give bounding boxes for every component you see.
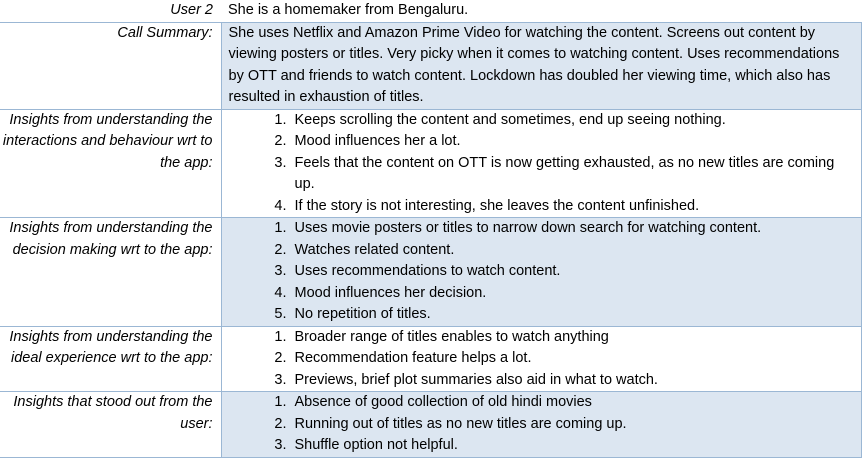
list-item-text: Keeps scrolling the content and sometimes, end up seeing nothing. [294,111,726,128]
call-summary-text: She uses Netflix and Amazon Prime Video for watching the content. Screens out content by viewing posters or titles. Very picky when it comes to watching content. Uses recommendations by OTT and friends to watch content. Lockdown has doubled her viewing time, which also has resulted in exhaustion of titles. [221,22,862,109]
section-items [221,109,862,218]
list-item-text: If the story is not interesting, she leaves the content unfinished. [294,197,700,214]
list-item-number: 1. [274,328,287,345]
list-item-number: 2. [274,241,287,258]
list-item-text: Watches related content. [294,241,455,258]
list-item-number: 3. [274,263,287,279]
list-item [229,348,856,370]
list-item [229,370,856,392]
list-item-text: Running out of titles as no new titles are coming up. [294,415,627,432]
section-label: Insights from understanding the interactions and behaviour wrt to the app: [0,109,221,218]
list-item-number: 1. [274,220,287,236]
list-item-number: 3. [274,371,287,388]
list-item-text: Absence of good collection of old hindi movies [294,394,592,410]
list-item [229,392,856,414]
list-item-text: Recommendation feature helps a lot. [294,350,532,366]
list-item-number: 5. [274,306,287,322]
list-item [229,261,856,283]
list-item [229,414,856,436]
list-item-number: 2. [274,415,287,432]
list-item [229,153,856,196]
section-items [221,326,862,392]
list-item [229,283,856,305]
list-item-number: 3. [274,437,287,453]
list-item-number: 1. [274,394,287,410]
call-summary-row [0,22,862,109]
section-label: Insights that stood out from the user: [0,392,221,458]
insight-section-decision-making [0,218,862,327]
list-item-text: Broader range of titles enables to watch anything [294,328,609,345]
list-item-number: 2. [274,133,287,149]
list-item-text: Mood influences her decision. [294,284,487,301]
list-item-number: 1. [274,111,287,128]
insight-section-stood-out [0,392,862,458]
numbered-list [229,110,856,218]
list-item-text: Previews, brief plot summaries also aid in what to watch. [294,371,658,388]
insight-section-ideal-experience [0,326,862,392]
list-item-text: Feels that the content on OTT is now getting exhausted, as no new titles are coming up. [294,154,835,192]
user-value: She is a homemaker from Bengaluru. [228,2,469,18]
insight-section-interactions-behaviour [0,109,862,218]
numbered-list [229,218,856,326]
section-items [221,392,862,458]
numbered-list [229,327,856,392]
numbered-list [229,392,856,457]
list-item-text: No repetition of titles. [294,306,431,322]
list-item [229,304,856,326]
list-item [229,131,856,153]
list-item [229,196,856,218]
list-item [229,110,856,132]
list-item-number: 3. [274,154,287,171]
list-item [229,218,856,240]
list-item-number: 4. [274,197,287,214]
call-summary-label: Call Summary: [0,22,221,109]
list-item [229,327,856,349]
section-label: Insights from understanding the decision making wrt to the app: [0,218,221,327]
list-item [229,435,856,457]
list-item-text: Shuffle option not helpful. [294,437,458,453]
list-item-number: 2. [274,350,287,366]
list-item [229,240,856,262]
list-item-number: 4. [274,284,287,301]
list-item-text: Mood influences her a lot. [294,133,461,149]
user-label: User 2 [170,2,213,18]
list-item-text: Uses movie posters or titles to narrow down search for watching content. [294,220,762,236]
user-row [0,0,862,22]
list-item-text: Uses recommendations to watch content. [294,263,561,279]
section-label: Insights from understanding the ideal experience wrt to the app: [0,326,221,392]
section-items [221,218,862,327]
